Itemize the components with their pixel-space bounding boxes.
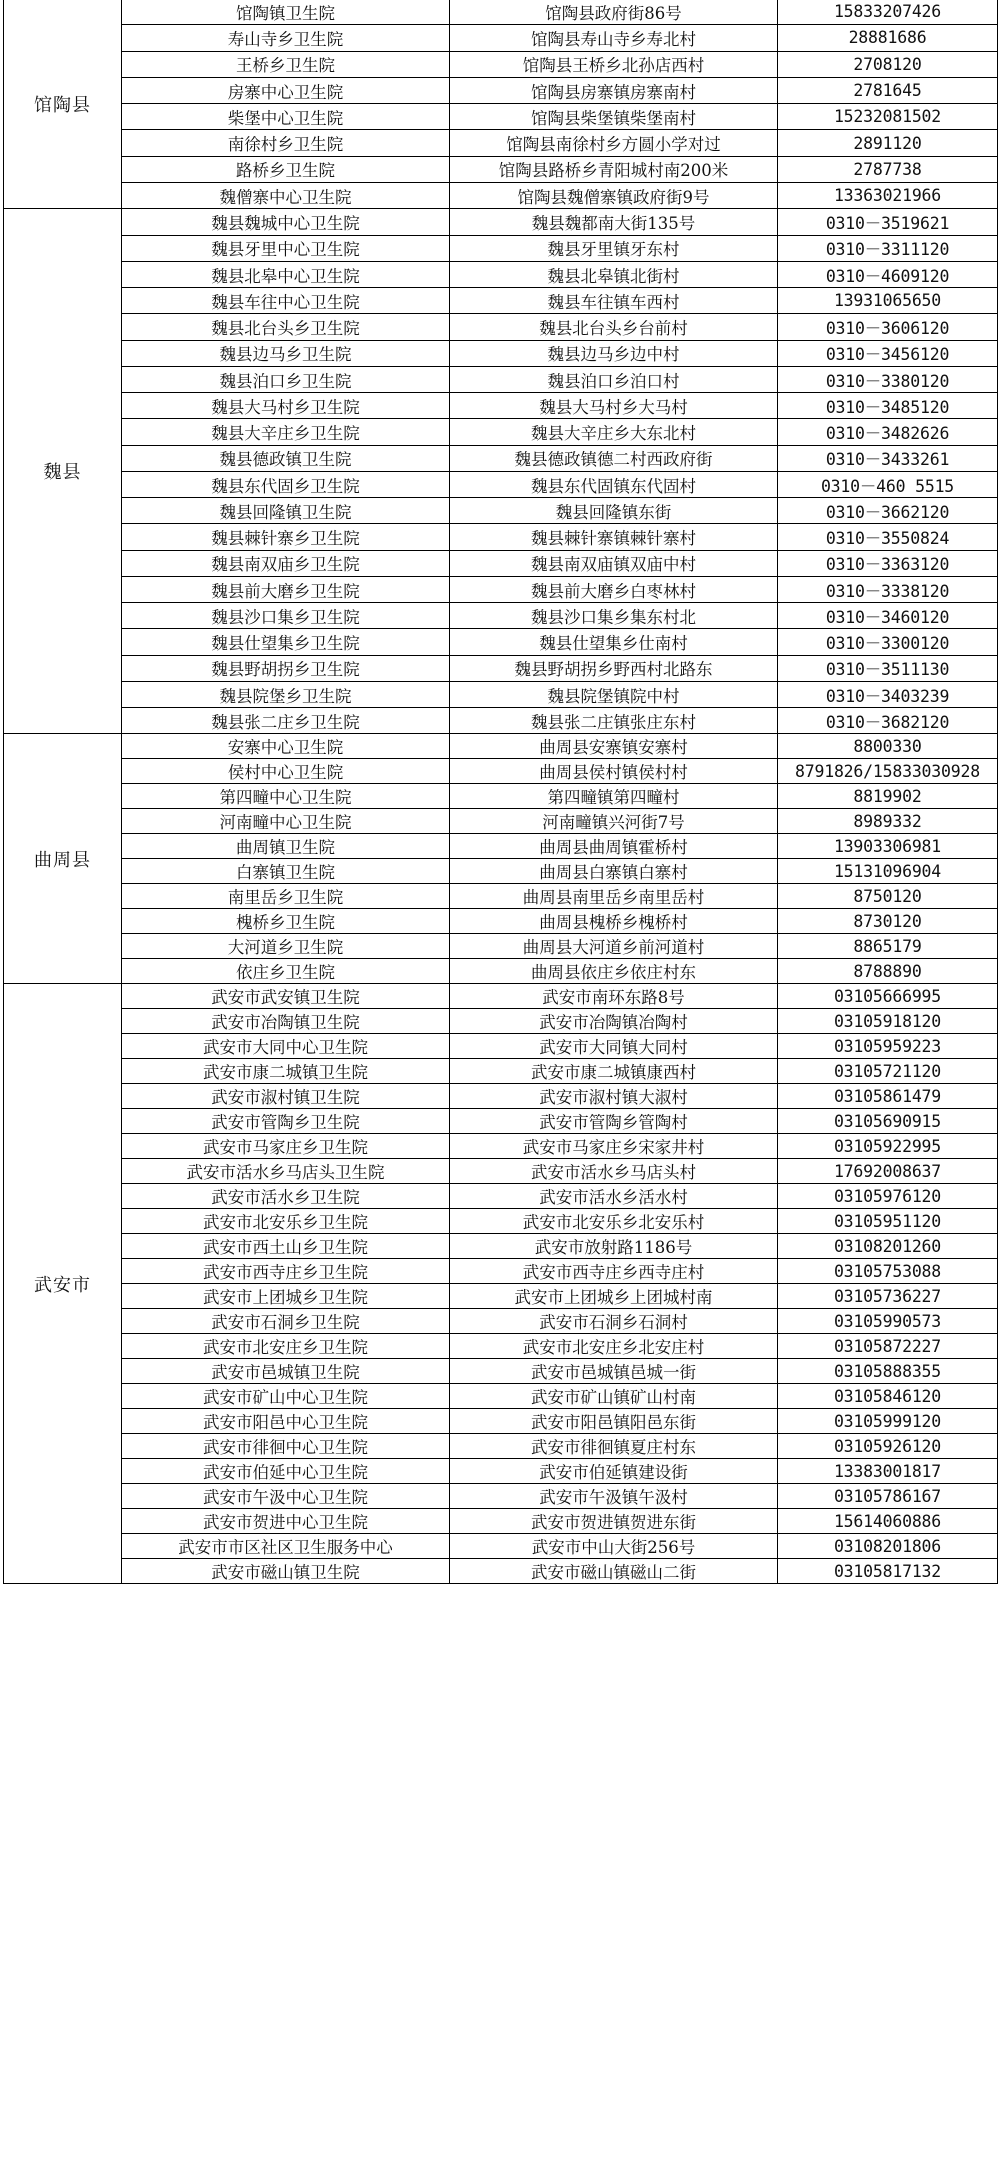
- phone-cell: 03108201806: [778, 1534, 998, 1559]
- phone-cell: 0310－3338120: [778, 576, 998, 602]
- facility-name-cell: 魏县魏城中心卫生院: [122, 209, 450, 235]
- address-cell: 曲周县侯村镇侯村村: [450, 759, 778, 784]
- address-cell: 魏县南双庙镇双庙中村: [450, 550, 778, 576]
- facility-name-cell: 武安市活水乡卫生院: [122, 1184, 450, 1209]
- facility-name-cell: 安寨中心卫生院: [122, 734, 450, 759]
- phone-cell: 13903306981: [778, 834, 998, 859]
- phone-cell: 0310－3300120: [778, 629, 998, 655]
- address-cell: 武安市康二城镇康西村: [450, 1059, 778, 1084]
- facility-name-cell: 武安市武安镇卫生院: [122, 984, 450, 1009]
- address-cell: 武安市磁山镇磁山二街: [450, 1559, 778, 1584]
- table-row: [4, 524, 998, 550]
- facility-name-cell: 武安市石洞乡卫生院: [122, 1309, 450, 1334]
- facility-name-cell: 槐桥乡卫生院: [122, 909, 450, 934]
- address-cell: 魏县牙里镇牙东村: [450, 235, 778, 261]
- table-row: [4, 1384, 998, 1409]
- phone-cell: 0310－3363120: [778, 550, 998, 576]
- facility-name-cell: 武安市大同中心卫生院: [122, 1034, 450, 1059]
- phone-cell: 8750120: [778, 884, 998, 909]
- table-row: [4, 183, 998, 209]
- table-row: [4, 104, 998, 130]
- table-row: [4, 708, 998, 734]
- facility-name-cell: 武安市午汲中心卫生院: [122, 1484, 450, 1509]
- address-cell: 武安市上团城乡上团城村南: [450, 1284, 778, 1309]
- table-row: [4, 1559, 998, 1584]
- table-row: [4, 1509, 998, 1534]
- table-row: [4, 51, 998, 77]
- facility-name-cell: 武安市磁山镇卫生院: [122, 1559, 450, 1584]
- phone-cell: 0310－3482626: [778, 419, 998, 445]
- table-row: [4, 834, 998, 859]
- phone-cell: 0310－3682120: [778, 708, 998, 734]
- phone-cell: 0310－3662120: [778, 498, 998, 524]
- table-body: [4, 0, 998, 1584]
- table-row: [4, 0, 998, 25]
- address-cell: 曲周县曲周镇霍桥村: [450, 834, 778, 859]
- phone-cell: 03105786167: [778, 1484, 998, 1509]
- facility-name-cell: 武安市活水乡马店头卫生院: [122, 1159, 450, 1184]
- address-cell: 武安市活水乡活水村: [450, 1184, 778, 1209]
- facility-name-cell: 大河道乡卫生院: [122, 934, 450, 959]
- phone-cell: 2708120: [778, 51, 998, 77]
- phone-cell: 03105817132: [778, 1559, 998, 1584]
- table-row: [4, 1409, 998, 1434]
- facility-name-cell: 魏县回隆镇卫生院: [122, 498, 450, 524]
- phone-cell: 03105918120: [778, 1009, 998, 1034]
- address-cell: 武安市大同镇大同村: [450, 1034, 778, 1059]
- phone-cell: 03105753088: [778, 1259, 998, 1284]
- phone-cell: 03105872227: [778, 1334, 998, 1359]
- address-cell: 魏县大马村乡大马村: [450, 393, 778, 419]
- address-cell: 馆陶县柴堡镇柴堡南村: [450, 104, 778, 130]
- address-cell: 魏县北台头乡台前村: [450, 314, 778, 340]
- facility-name-cell: 路桥乡卫生院: [122, 156, 450, 182]
- facility-name-cell: 魏县仕望集乡卫生院: [122, 629, 450, 655]
- facility-name-cell: 魏县沙口集乡卫生院: [122, 603, 450, 629]
- table-row: [4, 156, 998, 182]
- address-cell: 曲周县安寨镇安寨村: [450, 734, 778, 759]
- facility-name-cell: 武安市康二城镇卫生院: [122, 1059, 450, 1084]
- facility-name-cell: 魏县边马乡卫生院: [122, 340, 450, 366]
- table-row: [4, 261, 998, 287]
- phone-cell: 0310－3456120: [778, 340, 998, 366]
- table-row: [4, 366, 998, 392]
- table-row: [4, 471, 998, 497]
- table-row: [4, 1134, 998, 1159]
- facility-name-cell: 武安市西土山乡卫生院: [122, 1234, 450, 1259]
- address-cell: 馆陶县房寨镇房寨南村: [450, 77, 778, 103]
- phone-cell: 0310－3519621: [778, 209, 998, 235]
- phone-cell: 03105861479: [778, 1084, 998, 1109]
- address-cell: 魏县沙口集乡集东村北: [450, 603, 778, 629]
- table-row: [4, 288, 998, 314]
- phone-cell: 03105846120: [778, 1384, 998, 1409]
- table-row: [4, 550, 998, 576]
- facility-name-cell: 武安市马家庄乡卫生院: [122, 1134, 450, 1159]
- address-cell: 第四疃镇第四疃村: [450, 784, 778, 809]
- table-row: [4, 629, 998, 655]
- facility-name-cell: 魏县北台头乡卫生院: [122, 314, 450, 340]
- table-row: [4, 393, 998, 419]
- phone-cell: 15614060886: [778, 1509, 998, 1534]
- phone-cell: 0310－3380120: [778, 366, 998, 392]
- table-row: [4, 859, 998, 884]
- facility-name-cell: 南里岳乡卫生院: [122, 884, 450, 909]
- phone-cell: 2787738: [778, 156, 998, 182]
- phone-cell: 03105959223: [778, 1034, 998, 1059]
- facility-name-cell: 武安市西寺庄乡卫生院: [122, 1259, 450, 1284]
- phone-cell: 15232081502: [778, 104, 998, 130]
- phone-cell: 03105999120: [778, 1409, 998, 1434]
- table-row: [4, 603, 998, 629]
- table-row: [4, 419, 998, 445]
- health-center-table: [3, 0, 998, 1584]
- phone-cell: 0310－3403239: [778, 681, 998, 707]
- facility-name-cell: 魏县院堡乡卫生院: [122, 681, 450, 707]
- address-cell: 魏县棘针寨镇棘针寨村: [450, 524, 778, 550]
- table-row: [4, 1484, 998, 1509]
- table-row: [4, 784, 998, 809]
- phone-cell: 03105976120: [778, 1184, 998, 1209]
- phone-cell: 0310－3460120: [778, 603, 998, 629]
- phone-cell: 0310－3433261: [778, 445, 998, 471]
- phone-cell: 15131096904: [778, 859, 998, 884]
- facility-name-cell: 武安市徘徊中心卫生院: [122, 1434, 450, 1459]
- table-row: [4, 809, 998, 834]
- facility-name-cell: 白寨镇卫生院: [122, 859, 450, 884]
- phone-cell: 03105926120: [778, 1434, 998, 1459]
- phone-cell: 0310－3485120: [778, 393, 998, 419]
- table-row: [4, 77, 998, 103]
- address-cell: 曲周县白寨镇白寨村: [450, 859, 778, 884]
- facility-name-cell: 武安市邑城镇卫生院: [122, 1359, 450, 1384]
- table-row: [4, 1534, 998, 1559]
- table-row: [4, 1284, 998, 1309]
- address-cell: 魏县泊口乡泊口村: [450, 366, 778, 392]
- address-cell: 武安市矿山镇矿山村南: [450, 1384, 778, 1409]
- address-cell: 武安市西寺庄乡西寺庄村: [450, 1259, 778, 1284]
- table-row: [4, 1159, 998, 1184]
- table-row: [4, 909, 998, 934]
- facility-name-cell: 魏僧寨中心卫生院: [122, 183, 450, 209]
- facility-name-cell: 馆陶镇卫生院: [122, 0, 450, 25]
- phone-cell: 0310－460 5515: [778, 471, 998, 497]
- phone-cell: 03105736227: [778, 1284, 998, 1309]
- facility-name-cell: 魏县大马村乡卫生院: [122, 393, 450, 419]
- facility-name-cell: 南徐村乡卫生院: [122, 130, 450, 156]
- facility-name-cell: 王桥乡卫生院: [122, 51, 450, 77]
- table-row: [4, 884, 998, 909]
- phone-cell: 8800330: [778, 734, 998, 759]
- table-row: [4, 314, 998, 340]
- table-row: [4, 209, 998, 235]
- address-cell: 馆陶县南徐村乡方圆小学对过: [450, 130, 778, 156]
- address-cell: 魏县东代固镇东代固村: [450, 471, 778, 497]
- phone-cell: 28881686: [778, 25, 998, 51]
- address-cell: 曲周县依庄乡依庄村东: [450, 959, 778, 984]
- address-cell: 魏县边马乡边中村: [450, 340, 778, 366]
- address-cell: 馆陶县路桥乡青阳城村南200米: [450, 156, 778, 182]
- table-row: [4, 498, 998, 524]
- facility-name-cell: 侯村中心卫生院: [122, 759, 450, 784]
- table-row: [4, 1184, 998, 1209]
- table-row: [4, 984, 998, 1009]
- county-cell: 魏县: [4, 209, 122, 734]
- phone-cell: 03105690915: [778, 1109, 998, 1134]
- table-row: [4, 576, 998, 602]
- phone-cell: 8989332: [778, 809, 998, 834]
- table-row: [4, 1059, 998, 1084]
- table-row: [4, 445, 998, 471]
- phone-cell: 2891120: [778, 130, 998, 156]
- table-row: [4, 25, 998, 51]
- table-row: [4, 681, 998, 707]
- address-cell: 武安市午汲镇午汲村: [450, 1484, 778, 1509]
- facility-name-cell: 第四疃中心卫生院: [122, 784, 450, 809]
- address-cell: 武安市石洞乡石洞村: [450, 1309, 778, 1334]
- phone-cell: 8788890: [778, 959, 998, 984]
- address-cell: 魏县野胡拐乡野西村北路东: [450, 655, 778, 681]
- facility-name-cell: 武安市北安庄乡卫生院: [122, 1334, 450, 1359]
- address-cell: 武安市邑城镇邑城一街: [450, 1359, 778, 1384]
- phone-cell: 0310－3511130: [778, 655, 998, 681]
- table-row: [4, 1209, 998, 1234]
- facility-name-cell: 魏县北皋中心卫生院: [122, 261, 450, 287]
- address-cell: 武安市中山大街256号: [450, 1534, 778, 1559]
- facility-name-cell: 武安市北安乐乡卫生院: [122, 1209, 450, 1234]
- address-cell: 魏县车往镇车西村: [450, 288, 778, 314]
- county-cell: 曲周县: [4, 734, 122, 984]
- facility-name-cell: 河南疃中心卫生院: [122, 809, 450, 834]
- address-cell: 武安市伯延镇建设街: [450, 1459, 778, 1484]
- table-row: [4, 655, 998, 681]
- phone-cell: 0310－3550824: [778, 524, 998, 550]
- table-row: [4, 959, 998, 984]
- table-row: [4, 1109, 998, 1134]
- facility-name-cell: 房寨中心卫生院: [122, 77, 450, 103]
- table-row: [4, 1459, 998, 1484]
- table-row: [4, 1234, 998, 1259]
- address-cell: 武安市南环东路8号: [450, 984, 778, 1009]
- address-cell: 武安市徘徊镇夏庄村东: [450, 1434, 778, 1459]
- address-cell: 魏县张二庄镇张庄东村: [450, 708, 778, 734]
- table-row: [4, 1309, 998, 1334]
- facility-name-cell: 武安市上团城乡卫生院: [122, 1284, 450, 1309]
- address-cell: 魏县前大磨乡白枣林村: [450, 576, 778, 602]
- phone-cell: 13931065650: [778, 288, 998, 314]
- phone-cell: 0310－3606120: [778, 314, 998, 340]
- facility-name-cell: 武安市伯延中心卫生院: [122, 1459, 450, 1484]
- county-cell: 武安市: [4, 984, 122, 1584]
- county-cell: 馆陶县: [4, 0, 122, 209]
- phone-cell: 8865179: [778, 934, 998, 959]
- facility-name-cell: 魏县泊口乡卫生院: [122, 366, 450, 392]
- phone-cell: 13383001817: [778, 1459, 998, 1484]
- address-cell: 武安市淑村镇大淑村: [450, 1084, 778, 1109]
- address-cell: 武安市管陶乡管陶村: [450, 1109, 778, 1134]
- phone-cell: 03105721120: [778, 1059, 998, 1084]
- address-cell: 魏县回隆镇东街: [450, 498, 778, 524]
- facility-name-cell: 武安市贺进中心卫生院: [122, 1509, 450, 1534]
- facility-name-cell: 魏县牙里中心卫生院: [122, 235, 450, 261]
- facility-name-cell: 魏县棘针寨乡卫生院: [122, 524, 450, 550]
- table-row: [4, 1434, 998, 1459]
- phone-cell: 15833207426: [778, 0, 998, 25]
- address-cell: 河南疃镇兴河街7号: [450, 809, 778, 834]
- facility-name-cell: 魏县德政镇卫生院: [122, 445, 450, 471]
- address-cell: 魏县德政镇德二村西政府街: [450, 445, 778, 471]
- address-cell: 武安市马家庄乡宋家井村: [450, 1134, 778, 1159]
- facility-name-cell: 魏县张二庄乡卫生院: [122, 708, 450, 734]
- phone-cell: 8819902: [778, 784, 998, 809]
- address-cell: 武安市放射路1186号: [450, 1234, 778, 1259]
- table-row: [4, 1084, 998, 1109]
- phone-cell: 03108201260: [778, 1234, 998, 1259]
- table-row: [4, 759, 998, 784]
- table-row: [4, 1359, 998, 1384]
- facility-name-cell: 魏县南双庙乡卫生院: [122, 550, 450, 576]
- facility-name-cell: 魏县前大磨乡卫生院: [122, 576, 450, 602]
- address-cell: 武安市贺进镇贺进东街: [450, 1509, 778, 1534]
- table-row: [4, 1009, 998, 1034]
- phone-cell: 13363021966: [778, 183, 998, 209]
- phone-cell: 8730120: [778, 909, 998, 934]
- facility-name-cell: 柴堡中心卫生院: [122, 104, 450, 130]
- facility-name-cell: 武安市管陶乡卫生院: [122, 1109, 450, 1134]
- phone-cell: 03105990573: [778, 1309, 998, 1334]
- address-cell: 魏县院堡镇院中村: [450, 681, 778, 707]
- table-row: [4, 934, 998, 959]
- phone-cell: 03105951120: [778, 1209, 998, 1234]
- facility-name-cell: 寿山寺乡卫生院: [122, 25, 450, 51]
- facility-name-cell: 武安市市区社区卫生服务中心: [122, 1534, 450, 1559]
- address-cell: 曲周县南里岳乡南里岳村: [450, 884, 778, 909]
- phone-cell: 03105888355: [778, 1359, 998, 1384]
- phone-cell: 8791826/15833030928: [778, 759, 998, 784]
- table-row: [4, 1334, 998, 1359]
- address-cell: 曲周县槐桥乡槐桥村: [450, 909, 778, 934]
- address-cell: 馆陶县王桥乡北孙店西村: [450, 51, 778, 77]
- address-cell: 馆陶县寿山寺乡寿北村: [450, 25, 778, 51]
- phone-cell: 0310－3311120: [778, 235, 998, 261]
- facility-name-cell: 魏县大辛庄乡卫生院: [122, 419, 450, 445]
- facility-name-cell: 武安市矿山中心卫生院: [122, 1384, 450, 1409]
- address-cell: 魏县大辛庄乡大东北村: [450, 419, 778, 445]
- table-row: [4, 130, 998, 156]
- phone-cell: 03105922995: [778, 1134, 998, 1159]
- table-row: [4, 734, 998, 759]
- address-cell: 魏县魏都南大街135号: [450, 209, 778, 235]
- address-cell: 武安市北安乐乡北安乐村: [450, 1209, 778, 1234]
- facility-name-cell: 魏县野胡拐乡卫生院: [122, 655, 450, 681]
- facility-name-cell: 魏县车往中心卫生院: [122, 288, 450, 314]
- facility-name-cell: 武安市冶陶镇卫生院: [122, 1009, 450, 1034]
- table-row: [4, 340, 998, 366]
- facility-name-cell: 曲周镇卫生院: [122, 834, 450, 859]
- address-cell: 武安市阳邑镇阳邑东街: [450, 1409, 778, 1434]
- address-cell: 馆陶县魏僧寨镇政府街9号: [450, 183, 778, 209]
- phone-cell: 0310－4609120: [778, 261, 998, 287]
- facility-name-cell: 武安市淑村镇卫生院: [122, 1084, 450, 1109]
- address-cell: 武安市北安庄乡北安庄村: [450, 1334, 778, 1359]
- phone-cell: 2781645: [778, 77, 998, 103]
- table-row: [4, 1034, 998, 1059]
- facility-name-cell: 依庄乡卫生院: [122, 959, 450, 984]
- phone-cell: 17692008637: [778, 1159, 998, 1184]
- address-cell: 魏县仕望集乡仕南村: [450, 629, 778, 655]
- address-cell: 武安市冶陶镇冶陶村: [450, 1009, 778, 1034]
- address-cell: 武安市活水乡马店头村: [450, 1159, 778, 1184]
- facility-name-cell: 魏县东代固乡卫生院: [122, 471, 450, 497]
- address-cell: 馆陶县政府街86号: [450, 0, 778, 25]
- facility-name-cell: 武安市阳邑中心卫生院: [122, 1409, 450, 1434]
- address-cell: 魏县北皋镇北街村: [450, 261, 778, 287]
- phone-cell: 03105666995: [778, 984, 998, 1009]
- table-row: [4, 1259, 998, 1284]
- table-row: [4, 235, 998, 261]
- address-cell: 曲周县大河道乡前河道村: [450, 934, 778, 959]
